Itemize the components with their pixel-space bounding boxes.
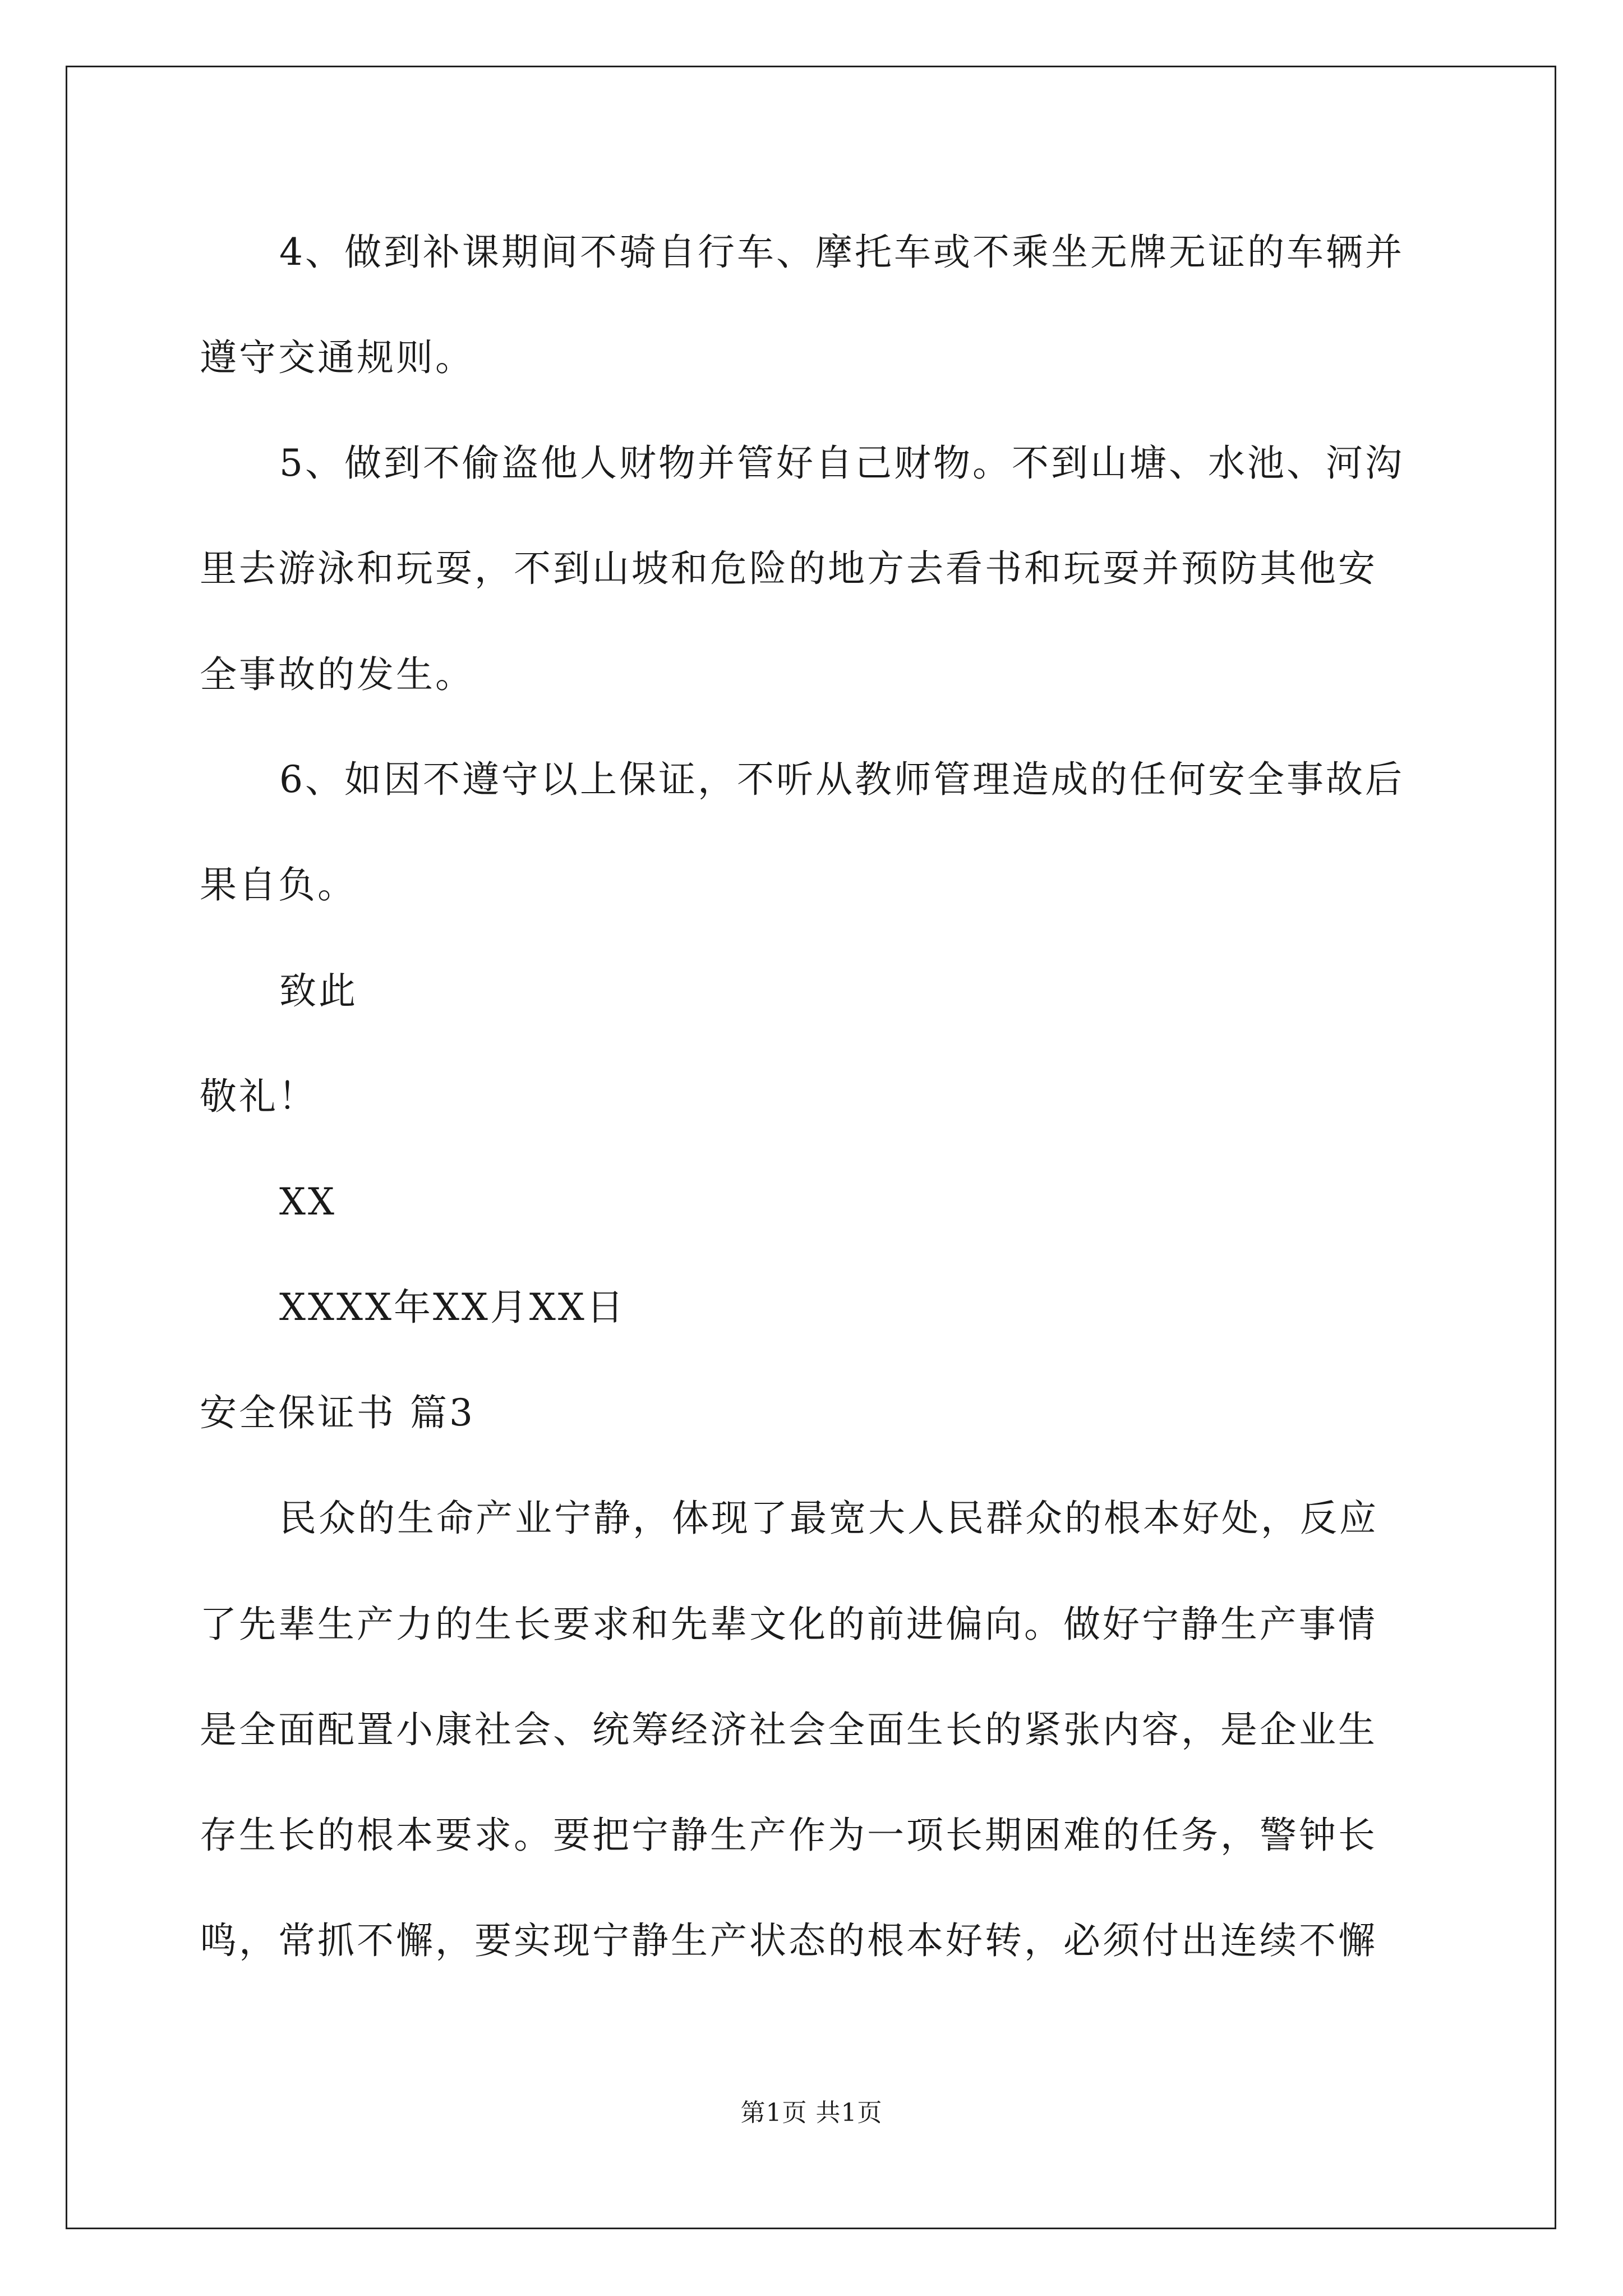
- paragraph-6-line-1: 6、如因不遵守以上保证，不听从教师管理造成的任何安全事故后: [279, 758, 1404, 801]
- section-3-line-2: 了先辈生产力的生长要求和先辈文化的前进偏向。做好宁静生产事情: [200, 1603, 1377, 1646]
- paragraph-5-line-3: 全事故的发生。: [200, 653, 474, 696]
- closing-jingli: 敬礼！: [200, 1075, 317, 1118]
- page-footer: 第1页 共1页: [740, 2099, 883, 2127]
- paragraph-6-line-2: 果自负。: [200, 863, 357, 907]
- paragraph-5-line-2: 里去游泳和玩耍，不到山坡和危险的地方去看书和玩耍并预防其他安: [200, 547, 1377, 590]
- section-3-line-4: 存生长的根本要求。要把宁静生产作为一项长期困难的任务，警钟长: [200, 1814, 1377, 1857]
- paragraph-4-line-2: 遵守交通规则。: [200, 336, 474, 379]
- page-border: [66, 66, 1556, 2229]
- section-3-line-5: 鸣，常抓不懈，要实现宁静生产状态的根本好转，必须付出连续不懈: [200, 1919, 1377, 1962]
- signature-name: XX: [279, 1180, 336, 1223]
- section-3-line-1: 民众的生命产业宁静，体现了最宽大人民群众的根本好处，反应: [279, 1497, 1378, 1540]
- paragraph-4-line-1: 4、做到补课期间不骑自行车、摩托车或不乘坐无牌无证的车辆并: [279, 231, 1404, 274]
- closing-zhici: 致此: [279, 969, 358, 1013]
- section-heading: 安全保证书 篇3: [200, 1391, 475, 1434]
- section-3-line-3: 是全面配置小康社会、统筹经济社会全面生长的紧张内容，是企业生: [200, 1708, 1377, 1751]
- paragraph-5-line-1: 5、做到不偷盗他人财物并管好自己财物。不到山塘、水池、河沟: [279, 441, 1404, 485]
- signature-date: XXXX年XX月XX日: [279, 1286, 626, 1329]
